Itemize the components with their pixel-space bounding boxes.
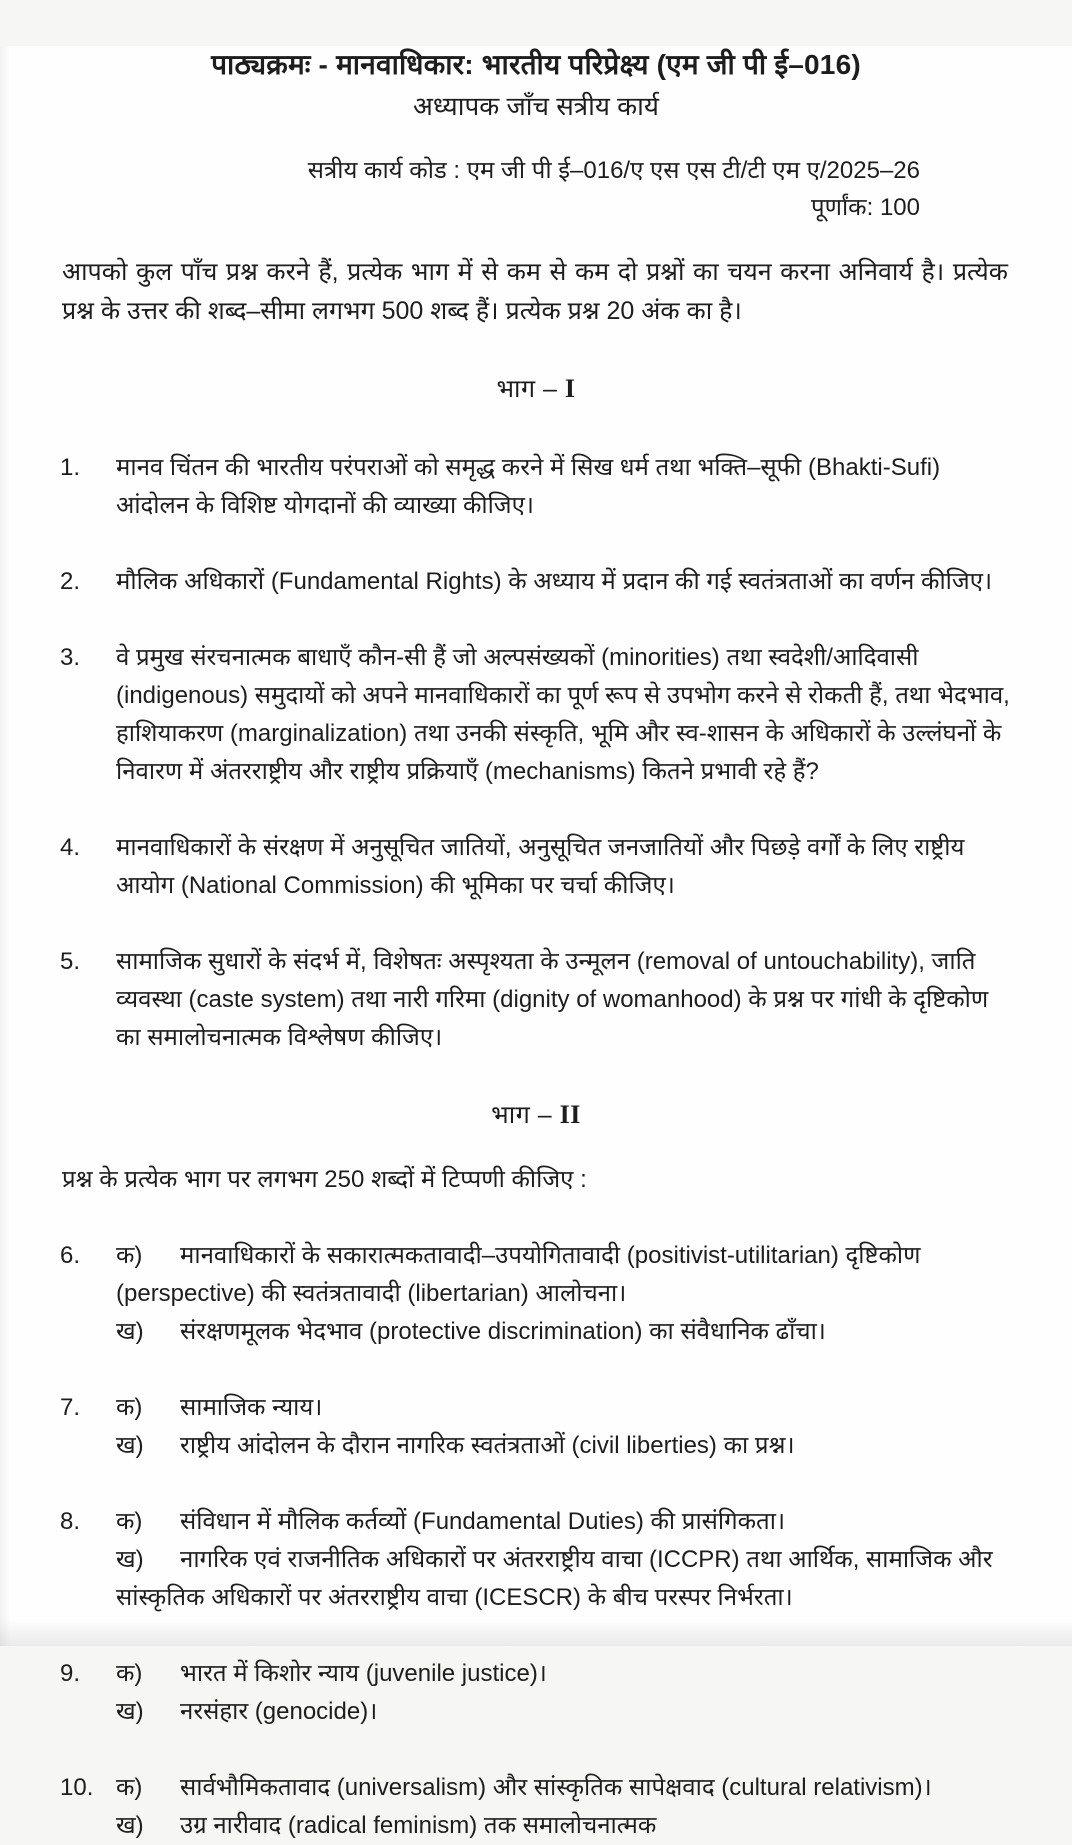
part-label: क) (116, 1394, 143, 1421)
part-label: ख) (116, 1318, 144, 1345)
section-2-question-list (58, 1237, 1010, 1845)
question-8 (58, 1503, 1010, 1617)
part-text: मानवाधिकारों के सकारात्मकतावादी–उपयोगितावादी (positivist-utilitarian) दृष्टिकोण (perspective) की स्वतंत्रतावादी (libertarian) आलोचना। (116, 1242, 921, 1307)
question-8-part-b (116, 1541, 1010, 1617)
document-page (0, 46, 1072, 1839)
general-instructions: आपको कुल पाँच प्रश्न करने हैं, प्रत्येक भाग में से कम से कम दो प्रश्नों का चयन करना अनिवार्य है। प्रत्येक प्रश्न के उत्तर की शब्द–सीमा लगभग 500 शब्द हैं। प्रत्येक प्रश्न 20 अंक का है। (62, 258, 1008, 325)
course-title: पाठ्यक्रमः - मानवाधिकार: भारतीय परिप्रेक्ष्य (एम जी पी ई–016) (211, 49, 861, 80)
part-label: ख) (116, 1432, 144, 1459)
part-label: क) (116, 1242, 143, 1269)
part-text: सार्वभौमिकतावाद (universalism) और सांस्कृतिक सापेक्षवाद (cultural relativism)। (180, 1774, 932, 1801)
question-1-text: मानव चिंतन की भारतीय परंपराओं को समृद्ध करने में सिख धर्म तथा भक्ति–सूफी (Bhakti-Sufi) आंदोलन के विशिष्ट योगदानों की व्याख्या कीजिए। (116, 454, 941, 519)
part-text: भारत में किशोर न्याय (juvenile justice)। (180, 1660, 547, 1687)
part-label: क) (116, 1508, 143, 1535)
question-3-number: 3. (60, 644, 81, 671)
section-1-heading-prefix: भाग – (496, 375, 558, 403)
assignment-code-line: सत्रीय कार्य कोड : एम जी पी ई–016/ए एस एस टी/टी एम ए/2025–26 (307, 157, 920, 184)
part-label: क) (116, 1660, 143, 1687)
assignment-code-block (0, 155, 920, 223)
question-10 (58, 1769, 1010, 1845)
question-9 (58, 1655, 1010, 1731)
question-2-number: 2. (60, 568, 81, 595)
question-7 (58, 1389, 1010, 1465)
section-2-heading-prefix: भाग – (491, 1101, 553, 1129)
question-6-part-b (116, 1313, 1010, 1351)
section-2-heading-numeral: II (559, 1100, 581, 1129)
section-2-note: प्रश्न के प्रत्येक भाग पर लगभग 250 शब्दों में टिप्पणी कीजिए : (62, 1166, 587, 1193)
question-9-parts (116, 1655, 1010, 1731)
question-2-text: मौलिक अधिकारों (Fundamental Rights) के अध्याय में प्रदान की गई स्वतंत्रताओं का वर्णन कीजिए। (116, 568, 993, 595)
question-9-part-a (116, 1655, 1010, 1693)
question-7-part-b (116, 1427, 1010, 1465)
question-7-number: 7. (60, 1394, 81, 1421)
part-text: राष्ट्रीय आंदोलन के दौरान नागरिक स्वतंत्रताओं (civil liberties) का प्रश्न। (180, 1432, 795, 1459)
question-4 (58, 829, 1010, 905)
question-10-part-a (116, 1769, 1010, 1807)
part-text: सामाजिक न्याय। (180, 1394, 323, 1421)
question-10-number: 10. (60, 1774, 94, 1801)
question-4-text: मानवाधिकारों के संरक्षण में अनुसूचित जातियों, अनुसूचित जनजातियों और पिछड़े वर्गों के लिए राष्ट्रीय आयोग (National Commission) की भूमिका पर चर्चा कीजिए। (116, 834, 965, 899)
question-6 (58, 1237, 1010, 1351)
part-text: संरक्षणमूलक भेदभाव (protective discrimination) का संवैधानिक ढाँचा। (180, 1318, 826, 1345)
part-text: संविधान में मौलिक कर्तव्यों (Fundamental Duties) की प्रासंगिकता। (180, 1508, 786, 1535)
section-2-heading (0, 1097, 1072, 1131)
question-6-number: 6. (60, 1242, 81, 1269)
question-5 (58, 943, 1010, 1057)
question-5-text: सामाजिक सुधारों के संदर्भ में, विशेषतः अस्पृश्यता के उन्मूलन (removal of untouchability), जाति व्यवस्था (caste system) तथा नारी गरिमा (dignity of womanhood) के प्रश्न पर गांधी के दृष्टिकोण का समालोचनात्मक विश्लेषण कीजिए। (116, 948, 989, 1051)
assignment-subtitle: अध्यापक जाँच सत्रीय कार्य (413, 91, 659, 121)
max-marks: पूर्णांक: 100 (810, 194, 920, 221)
question-6-part-a (116, 1237, 1010, 1313)
question-4-number: 4. (60, 834, 81, 861)
question-7-parts (116, 1389, 1010, 1465)
question-8-parts (116, 1503, 1010, 1617)
question-5-number: 5. (60, 948, 81, 975)
part-label: ख) (116, 1698, 144, 1725)
question-8-part-a (116, 1503, 1010, 1541)
question-9-number: 9. (60, 1660, 81, 1687)
question-2 (58, 563, 1010, 601)
question-3-text: वे प्रमुख संरचनात्मक बाधाएँ कौन-सी हैं जो अल्पसंख्यकों (minorities) तथा स्वदेशी/आदिवासी (indigenous) समुदायों को अपने मानवाधिकारों का पूर्ण रूप से उपभोग करने से रोकती हैं, तथा भेदभाव, हाशियाकरण (marginalization) तथा उनकी संस्कृति, भूमि और स्व-शासन के अधिकारों के उल्लंघनों के निवारण में अंतरराष्ट्रीय और राष्ट्रीय प्रक्रियाएँ (mechanisms) कितने प्रभावी रहे हैं? (116, 644, 1010, 785)
question-7-part-a (116, 1389, 1010, 1427)
part-label: क) (116, 1774, 143, 1801)
part-text: उग्र नारीवाद (radical feminism) तक समालोचनात्मक (180, 1812, 657, 1839)
part-text: नागरिक एवं राजनीतिक अधिकारों पर अंतरराष्ट्रीय वाचा (ICCPR) तथा आर्थिक, सामाजिक और सांस्कृतिक अधिकारों पर अंतरराष्ट्रीय वाचा (ICESCR) के बीच परस्पर निर्भरता। (116, 1546, 993, 1611)
section-1-heading (0, 371, 1072, 405)
question-8-number: 8. (60, 1508, 81, 1535)
question-1-number: 1. (60, 454, 81, 481)
question-3 (58, 639, 1010, 791)
section-1-heading-numeral: I (564, 374, 576, 403)
section-1-question-list (58, 449, 1010, 1057)
question-6-parts (116, 1237, 1010, 1351)
question-10-part-b (116, 1807, 1010, 1845)
part-label: ख) (116, 1812, 144, 1839)
question-9-part-b (116, 1693, 1010, 1731)
question-10-parts (116, 1769, 1010, 1845)
part-text: नरसंहार (genocide)। (180, 1698, 378, 1725)
part-label: ख) (116, 1546, 144, 1573)
question-1 (58, 449, 1010, 525)
